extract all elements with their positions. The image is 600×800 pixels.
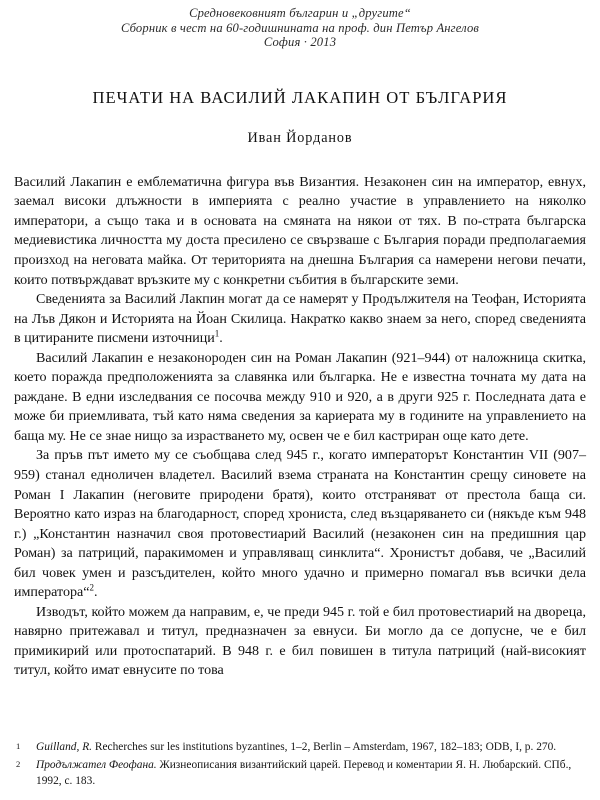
footnote-item <box>14 740 586 755</box>
running-head-line-2: Сборник в чест на 60-годишнината на проф. дин Петър Ангелов <box>120 20 480 35</box>
running-head <box>14 6 586 50</box>
body-paragraph-3: Василий Лакапин е незаконороден син на Роман Лакапин (921–944) от наложница скитка, което поражда предположенията за славянка или българка. Не е известна точната му дата на раждане. В едни изследвания се посочва между 910 и 920, а в други 925 г. Последната дата е може би приемливата, тъй като няма сведения за кариерата му в годините на управлението на баща му. Не се знае нищо за израстването му, освен че е бил кастриран още като дете. <box>14 349 586 444</box>
footnote-text: Recherches sur les institutions byzantines, 1–2, Berlin – Amsterdam, 1967, 182–183; ODB, I, p. 270. <box>92 740 557 753</box>
running-head-line-3: София · 2013 <box>263 35 337 50</box>
body-paragraph-1: Василий Лакапин е емблематична фигура във Византия. Незаконен син на император, евнух, заемал високи длъжности в империята с реално участие в управлението на няколко императори, а също така и в основата на смяната на някои от тях. В по-страта българска медиевистика личността му доста пресилено се свързваше с България поради предполагаемия произход на неговата майка. От територията на днешна България са намерени негови печати, които потвърждават връзките му с конкретни събития в българските земи. <box>14 173 586 288</box>
running-head-line-1: Средновековният българин и „другите“ <box>189 6 411 20</box>
footnote-author: Продължател Феофана. <box>36 759 157 772</box>
footnote-text: Жизнеописания византийский царей. Перевод и коментарии Я. Н. Любарский. СПб., 1992, с. 183. <box>36 759 572 787</box>
body-paragraph-4-text: За пръв път името му се съобщава след 945 г., когато императорът Константин VII (907–959) станал едноличен владетел. Василий взема страната на Константин срещу синовете на Роман I Лакапин (неговите природени братя), които отстраняват от престола баща си. Вероятно като израз на благодарност, според хрониста, след възцаряването си (някъде към 948 г.) „Константин назначил своя протовестиарий Василий (незаконен син на предишния цар Роман) за патриций, паракимомен и управляващ синклита“. Хронистът добавя, че „Василий бил човек умен и разсъдителен, който много удачно и примерно помагал във всички дела императора“ <box>14 447 586 601</box>
footnote-marker-2[interactable]: 2 <box>89 582 95 593</box>
body-paragraph-4-tail: . <box>94 584 98 601</box>
footnote-item <box>14 758 586 789</box>
article-title: ПЕЧАТИ НА ВАСИЛИЙ ЛАКАПИН ОТ БЪЛГАРИЯ <box>92 87 508 107</box>
body-paragraph-4 <box>14 446 586 602</box>
body-paragraph-2 <box>14 290 586 349</box>
article-author: Иван Йорданов <box>247 129 353 146</box>
body-paragraph-2-text: Сведенията за Василий Лакпин могат да се намерят у Продължителя на Теофан, Историята на Лъв Дякон и Историята на Йоан Скилица. Накратко какво знаем за него, според сведенията в цитираните писмени източници <box>14 291 586 347</box>
body-paragraph-2-tail: . <box>219 330 223 347</box>
footnote-marker-1[interactable]: 1 <box>214 328 220 339</box>
footnote-number: 2 <box>16 759 21 770</box>
footnotes-section <box>14 740 586 792</box>
article-body <box>14 173 586 681</box>
footnote-author: Guilland, R. <box>36 740 93 753</box>
footnote-number: 1 <box>16 740 21 751</box>
body-paragraph-5: Изводът, който можем да направим, е, че преди 945 г. той е бил протовестиарий на двореца, навярно притежавал и титул, предназначен за евнуси. Би могло да се допусне, че е бил примикирий или протоспатарий. В 948 г. е бил повишен в титула патриций (най-високият титул, който имат евнусите по това <box>14 603 586 679</box>
